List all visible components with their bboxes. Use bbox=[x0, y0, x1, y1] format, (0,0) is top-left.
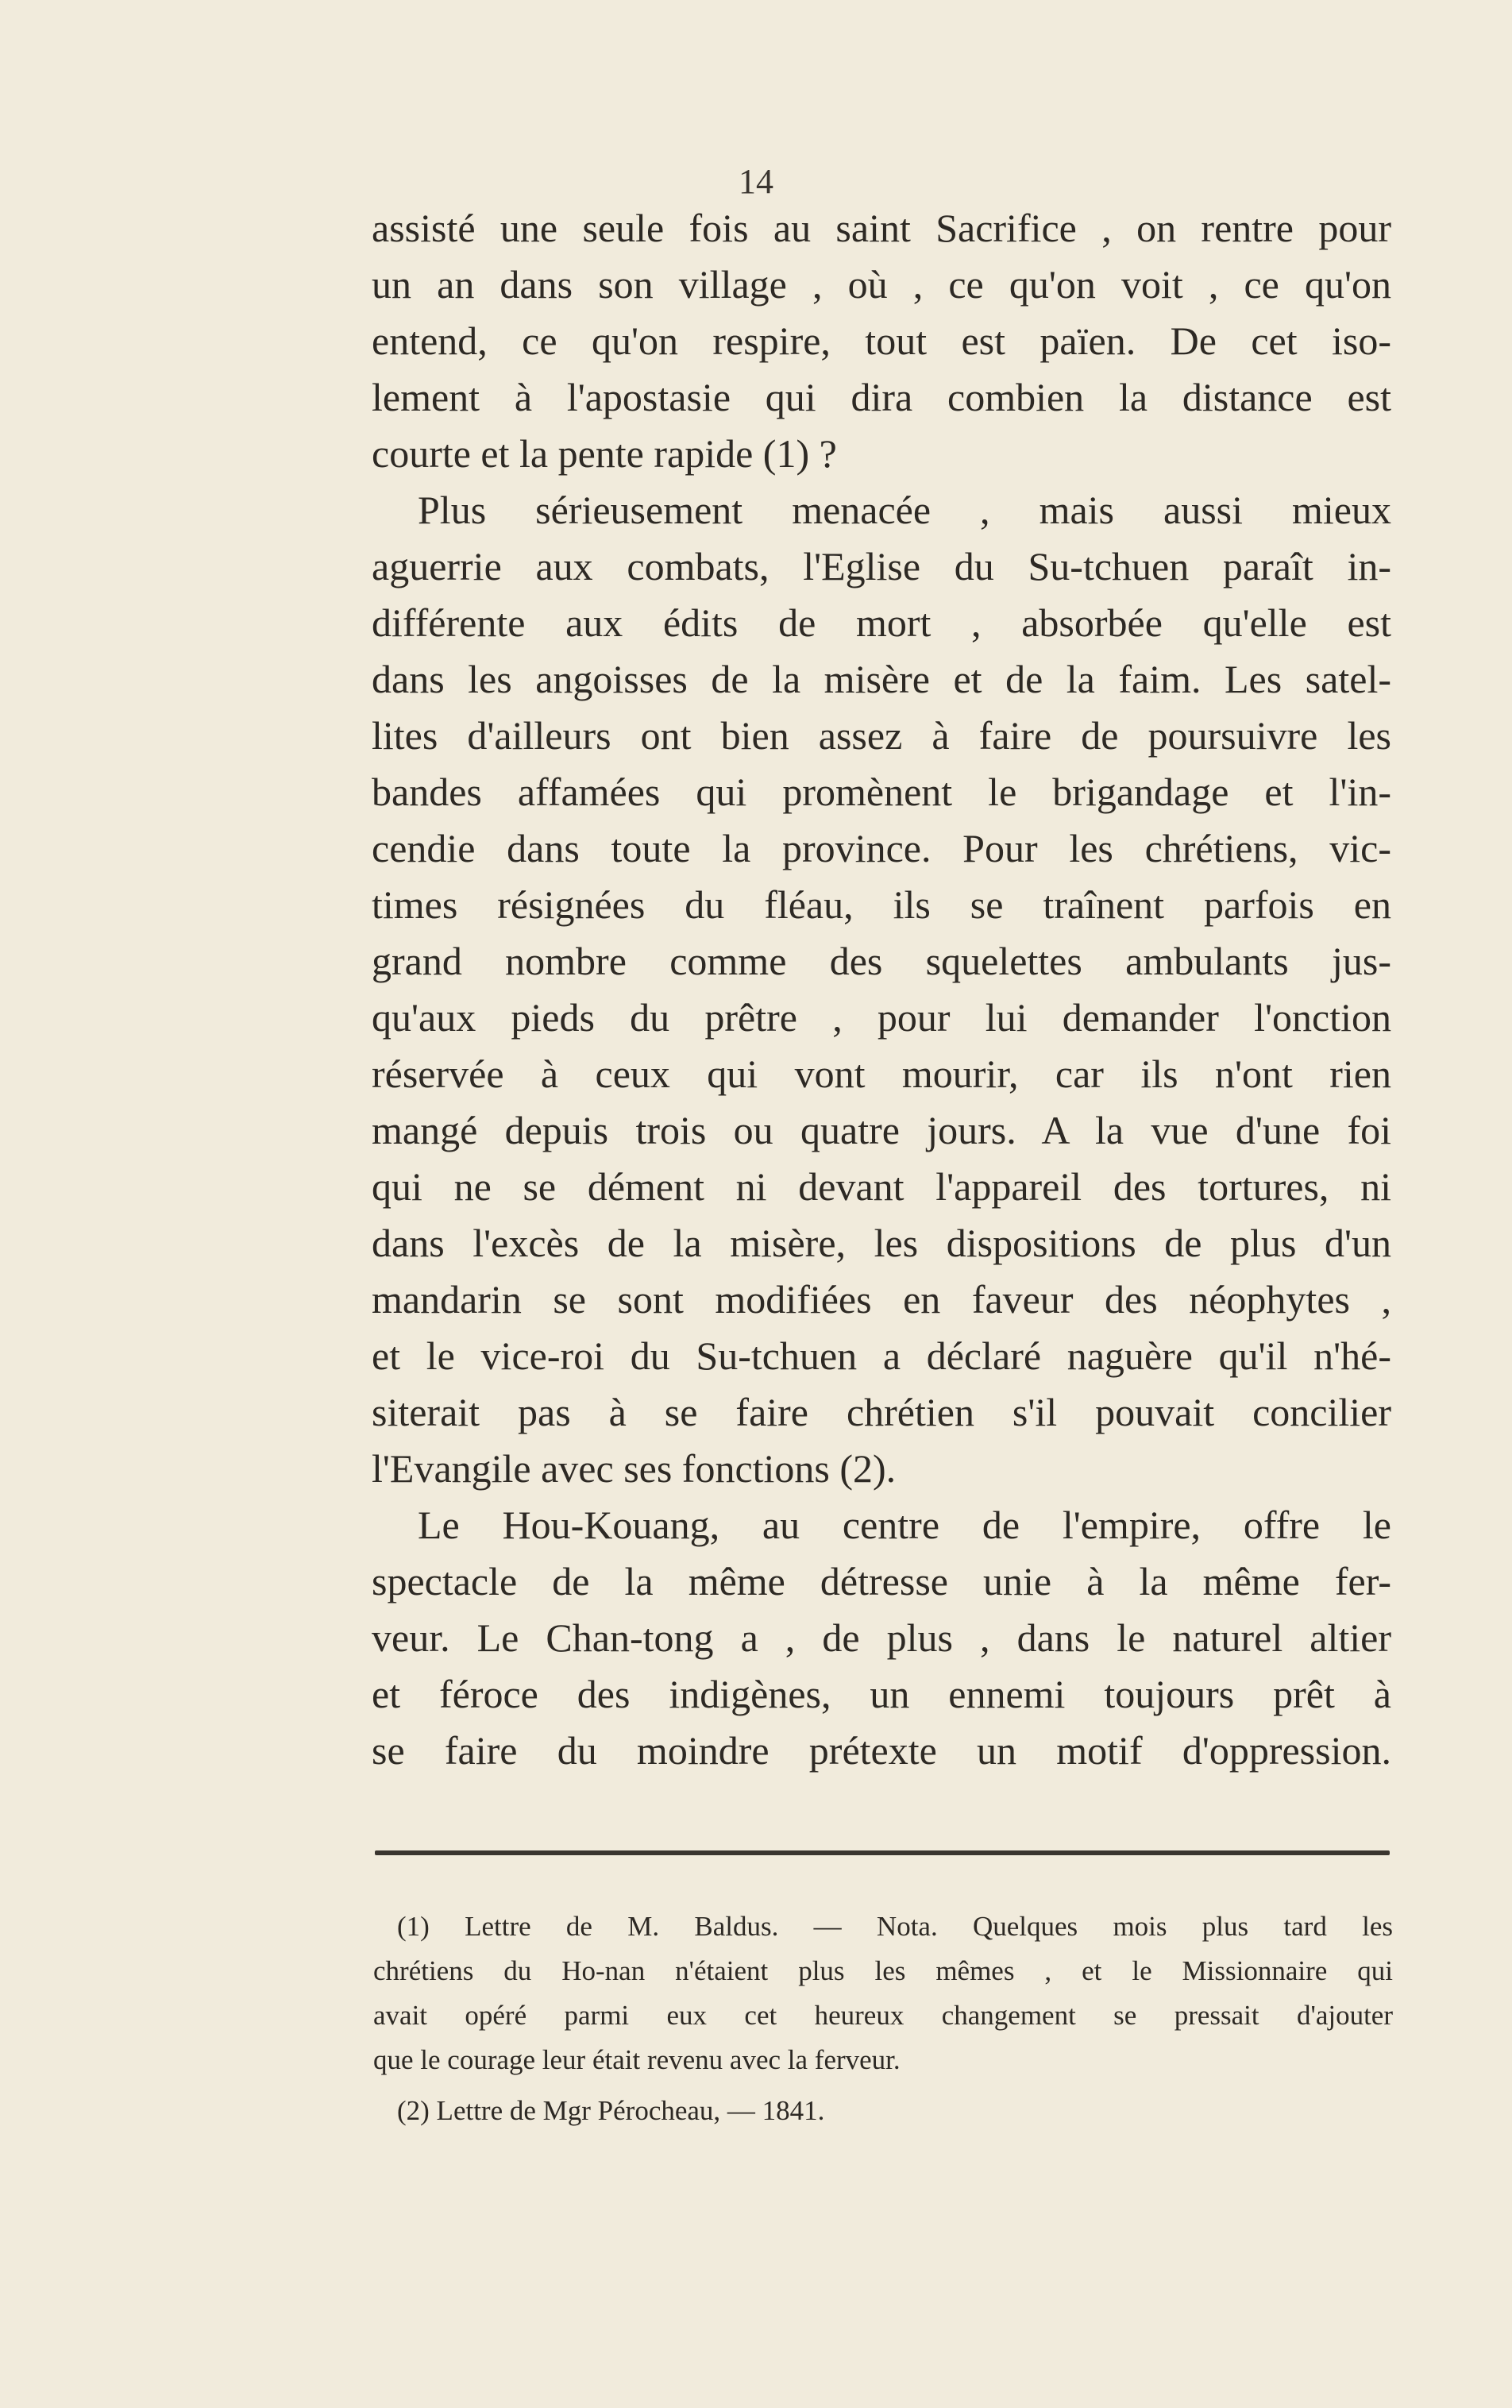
text-line: cendie dans toute la province. Pour les chrétiens, vic- bbox=[372, 826, 1391, 870]
text-line: courte et la pente rapide (1) ? bbox=[372, 431, 837, 476]
text-line: Le Hou-Kouang, au centre de l'empire, offre le bbox=[418, 1503, 1391, 1547]
text-line: bandes affamées qui promènent le brigandage et l'in- bbox=[372, 770, 1391, 814]
text-line: différente aux édits de mort , absorbée qu'elle est bbox=[372, 600, 1391, 645]
page-number: 14 bbox=[739, 162, 773, 201]
text-line: se faire du moindre prétexte un motif d'oppression. bbox=[372, 1728, 1391, 1773]
text-line: assisté une seule fois au saint Sacrifice , on rentre pour bbox=[372, 206, 1391, 250]
text-line: dans les angoisses de la misère et de la faim. Les satel- bbox=[372, 657, 1391, 701]
text-line: et le vice-roi du Su-tchuen a déclaré naguère qu'il n'hé- bbox=[372, 1333, 1391, 1378]
body-text bbox=[372, 200, 1391, 1779]
footnote-1-line: chrétiens du Ho-nan n'étaient plus les mêmes , et le Missionnaire qui bbox=[373, 1955, 1393, 1986]
text-line: réservée à ceux qui vont mourir, car ils n'ont rien bbox=[372, 1052, 1391, 1096]
footnote-1-line: que le courage leur était revenu avec la ferveur. bbox=[373, 2044, 901, 2075]
text-line: times résignées du fléau, ils se traînent parfois en bbox=[372, 882, 1391, 927]
text-line: qui ne se dément ni devant l'appareil des tortures, ni bbox=[372, 1164, 1391, 1209]
footnote-divider bbox=[375, 1850, 1390, 1855]
text-line: Plus sérieusement menacée , mais aussi mieux bbox=[418, 488, 1391, 532]
text-line: lement à l'apostasie qui dira combien la distance est bbox=[372, 375, 1391, 419]
text-line: spectacle de la même détresse unie à la même fer- bbox=[372, 1559, 1391, 1603]
text-line: siterait pas à se faire chrétien s'il pouvait concilier bbox=[372, 1390, 1391, 1434]
footnote-1-line: avait opéré parmi eux cet heureux changement se pressait d'ajouter bbox=[373, 2000, 1393, 2031]
text-line: mandarin se sont modifiées en faveur des néophytes , bbox=[372, 1277, 1391, 1322]
text-line: lites d'ailleurs ont bien assez à faire de poursuivre les bbox=[372, 713, 1391, 758]
text-line: aguerrie aux combats, l'Eglise du Su-tchuen paraît in- bbox=[372, 544, 1391, 588]
text-line: grand nombre comme des squelettes ambulants jus- bbox=[372, 939, 1391, 983]
text-line: entend, ce qu'on respire, tout est païen. De cet iso- bbox=[372, 318, 1391, 363]
text-line: un an dans son village , où , ce qu'on voit , ce qu'on bbox=[372, 262, 1391, 307]
text-line: l'Evangile avec ses fonctions (2). bbox=[372, 1446, 897, 1491]
text-line: mangé depuis trois ou quatre jours. A la vue d'une foi bbox=[372, 1108, 1391, 1152]
footnote-2: (2) Lettre de Mgr Pérocheau, — 1841. bbox=[397, 2095, 825, 2126]
text-line: veur. Le Chan-tong a , de plus , dans le naturel altier bbox=[372, 1615, 1391, 1660]
text-line: et féroce des indigènes, un ennemi toujours prêt à bbox=[372, 1672, 1391, 1716]
text-line: qu'aux pieds du prêtre , pour lui demander l'onction bbox=[372, 995, 1391, 1040]
footnotes bbox=[373, 1904, 1393, 2133]
footnote-1-line: (1) Lettre de M. Baldus. — Nota. Quelques mois plus tard les bbox=[397, 1911, 1393, 1942]
text-line: dans l'excès de la misère, les dispositions de plus d'un bbox=[372, 1221, 1391, 1265]
